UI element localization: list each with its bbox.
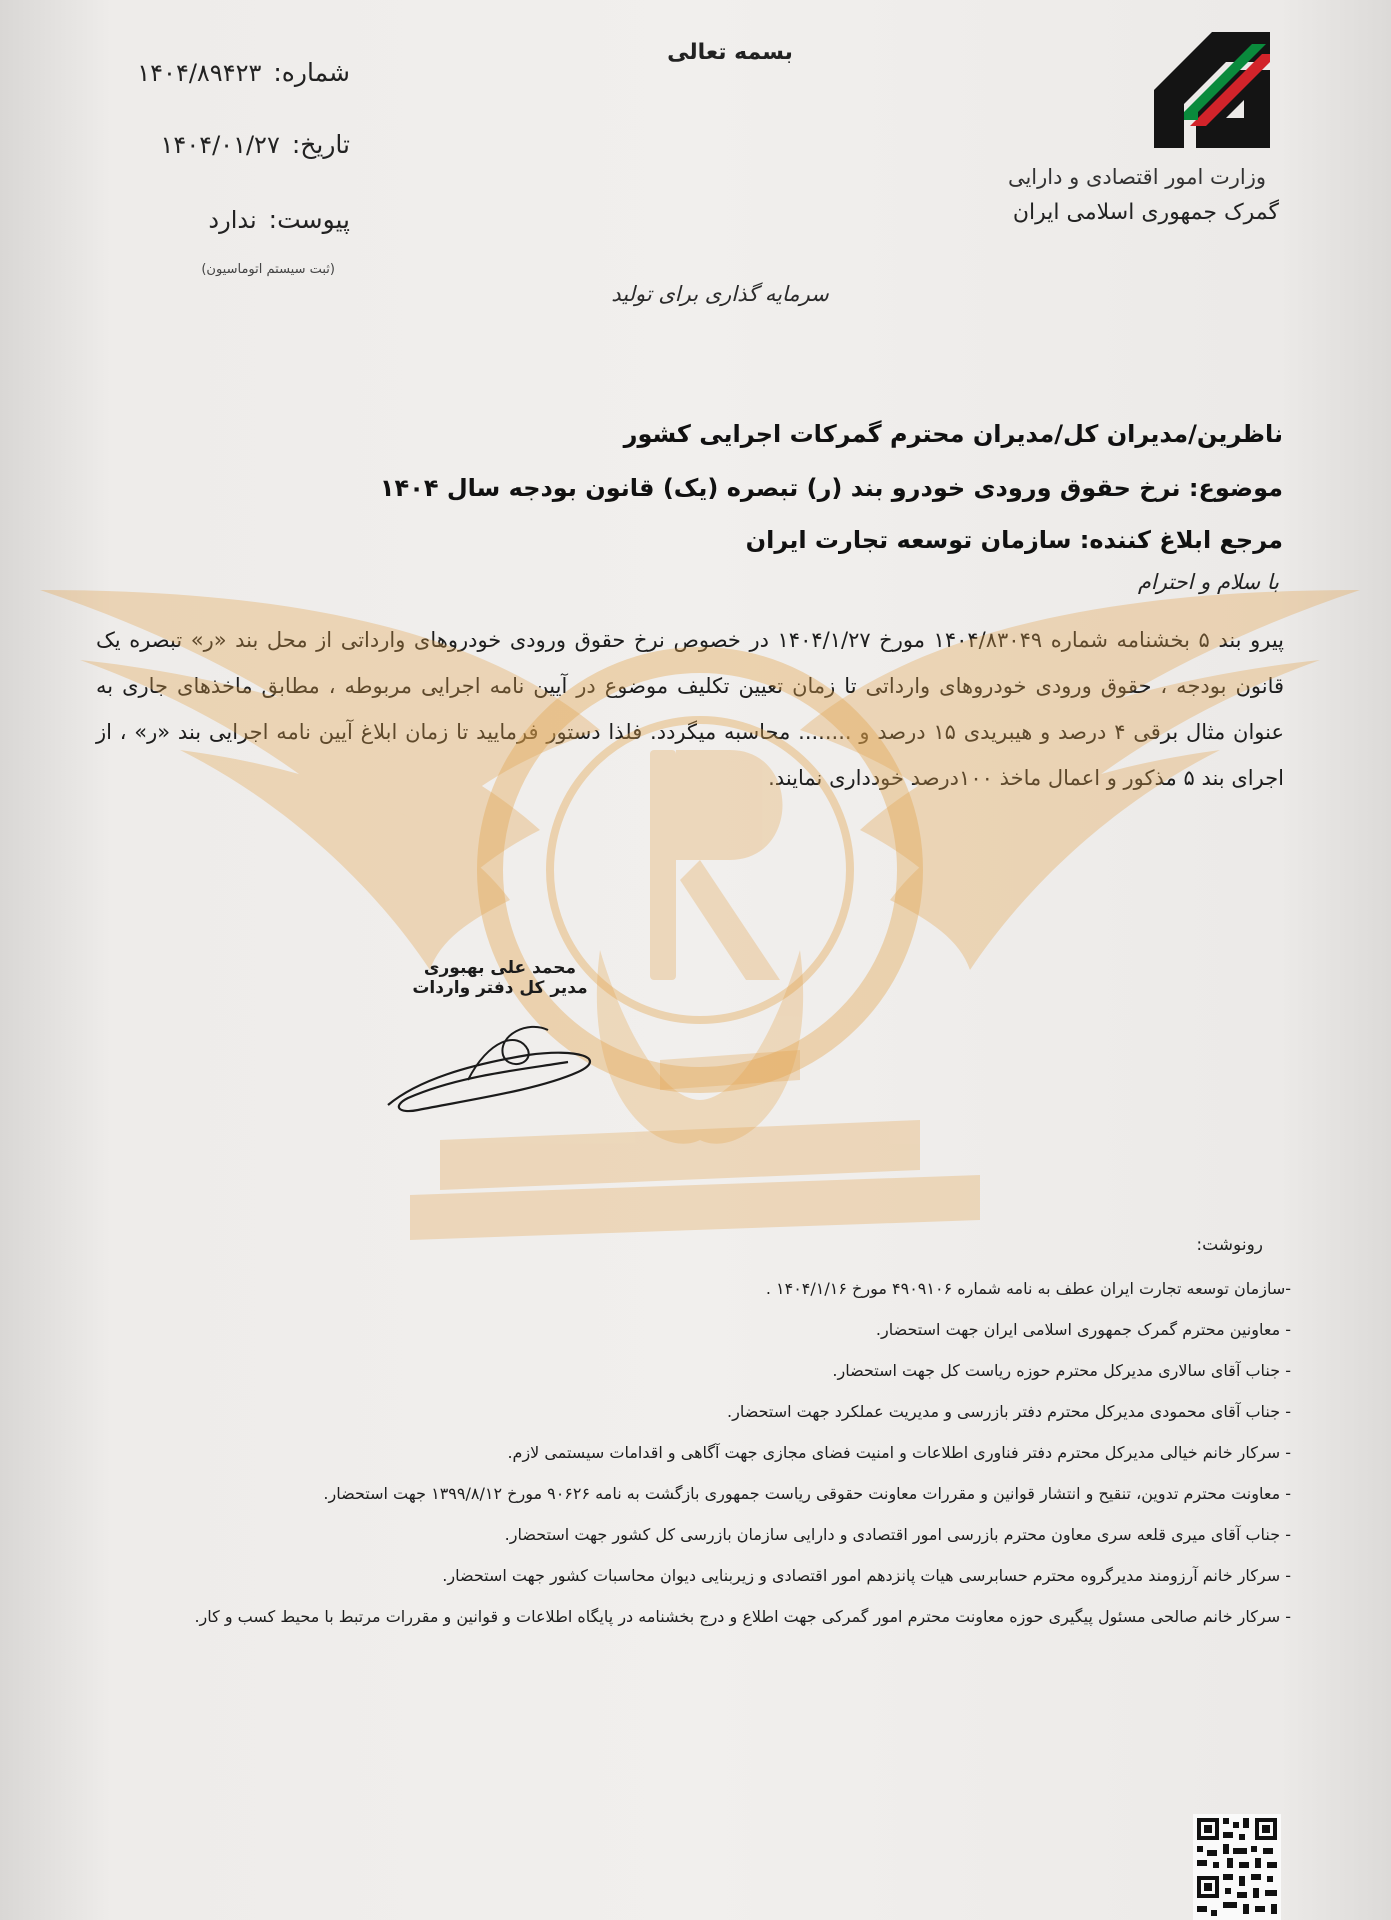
cc-list (71, 1268, 1291, 1637)
cc-item: - سرکار خانم صالحی مسئول پیگیری حوزه معاونت محترم امور گمرکی جهت اطلاع و درج بخشنامه در پایگاه اطلاعات و قوانین و مقررات مرتبط با محیط کسب و کار. (194, 1607, 1291, 1626)
cc-item: - معاونت محترم تدوین، تنقیح و انتشار قوانین و مقررات معاونت حقوقی ریاست جمهوری بازگشت به نامه ۹۰۶۲۶ مورخ ۱۳۹۹/۸/۱۲ جهت استحضار. (323, 1484, 1291, 1503)
signer-name: محمد علی بهبوری (423, 958, 577, 978)
subject: موضوع: نرخ حقوق ورودی خودرو بند (ر) تبصره (یک) قانون بودجه سال ۱۴۰۴ (379, 474, 1283, 502)
signature-drawing (378, 1010, 618, 1120)
qr-code-icon (1193, 1814, 1281, 1920)
cc-item: - معاونین محترم گمرک جمهوری اسلامی ایران جهت استحضار. (875, 1320, 1291, 1339)
letter-attachment (90, 205, 350, 234)
cc-item: - جناب آقای سالاری مدیرکل محترم حوزه ریاست کل جهت استحضار. (832, 1361, 1291, 1380)
letter-number (90, 58, 350, 87)
reference: مرجع ابلاغ کننده: سازمان توسعه تجارت ایران (745, 526, 1283, 554)
cc-item: - جناب آقای محمودی مدیرکل محترم دفتر بازرسی و مدیریت عملکرد جهت استحضار. (727, 1402, 1291, 1421)
number-value: ۱۴۰۴/۸۹۴۲۳ (137, 59, 262, 87)
cc-item: - جناب آقای میری قلعه سری معاون محترم بازرسی امور اقتصادی و دارایی سازمان بازرسی کل کشور جهت استحضار. (504, 1525, 1291, 1544)
cc-item: - سرکار خانم خیالی مدیرکل محترم دفتر فناوری اطلاعات و امنیت فضای مجازی جهت آگاهی و اقدامات سیستمی لازم. (507, 1443, 1291, 1462)
invocation: بسمه تعالی (667, 40, 793, 65)
greeting: با سلام و احترام (1137, 570, 1279, 594)
attachment-label: پیوست: (268, 205, 350, 234)
slogan: سرمایه گذاری برای تولید (611, 282, 829, 306)
body-paragraph: پیرو بند ۵ بخشنامه شماره ۱۴۰۴/۸۳۰۴۹ مورخ ۱۴۰۴/۱/۲۷ در خصوص نرخ حقوق ورودی خودروهای وارداتی از محل بند «ر» تبصره یک قانون بودجه ، حقوق ورودی خودروهای وارداتی تا زمان تعیین تکلیف موضوع در آیین نامه اجرایی مربوطه ، مطابق ماخذهای جاری به عنوان مثال برقی ۴ درصد و هیبریدی ۱۵ درصد و ........ محاسبه میگردد. فلذا دستور فرمایید تا زمان ابلاغ آیین نامه اجرایی بند «ر» ، از اجرای بند ۵ مذکور و اعمال ماخذ ۱۰۰درصد خودداری نمایند. (96, 628, 1284, 790)
ministry-name: وزارت امور اقتصادی و دارایی (1007, 165, 1266, 189)
attachment-value: ندارد (208, 206, 257, 234)
signer-block (400, 958, 600, 998)
cc-heading: رونوشت: (1196, 1235, 1263, 1255)
date-value: ۱۴۰۴/۰۱/۲۷ (160, 131, 280, 159)
letter-date (90, 130, 350, 159)
signer-title: مدیر کل دفتر واردات (412, 978, 588, 998)
customs-logo-icon (1144, 22, 1280, 158)
date-label: تاریخ: (291, 130, 350, 159)
recipients: ناظرین/مدیران کل/مدیران محترم گمرکات اجرایی کشور (623, 420, 1283, 448)
number-label: شماره: (273, 58, 350, 87)
cc-item: -سازمان توسعه تجارت ایران عطف به نامه شماره ۴۹۰۹۱۰۶ مورخ ۱۴۰۴/۱/۱۶ . (765, 1279, 1291, 1298)
customs-name: گمرک جمهوری اسلامی ایران (1012, 200, 1279, 225)
system-note: (ثبت سیستم اتوماسیون) (201, 262, 335, 277)
cc-item: - سرکار خانم آرزومند مدیرگروه محترم حسابرسی هیات پانزدهم امور اقتصادی و زیربنایی دیوان محاسبات کشور جهت استحضار. (442, 1566, 1291, 1585)
